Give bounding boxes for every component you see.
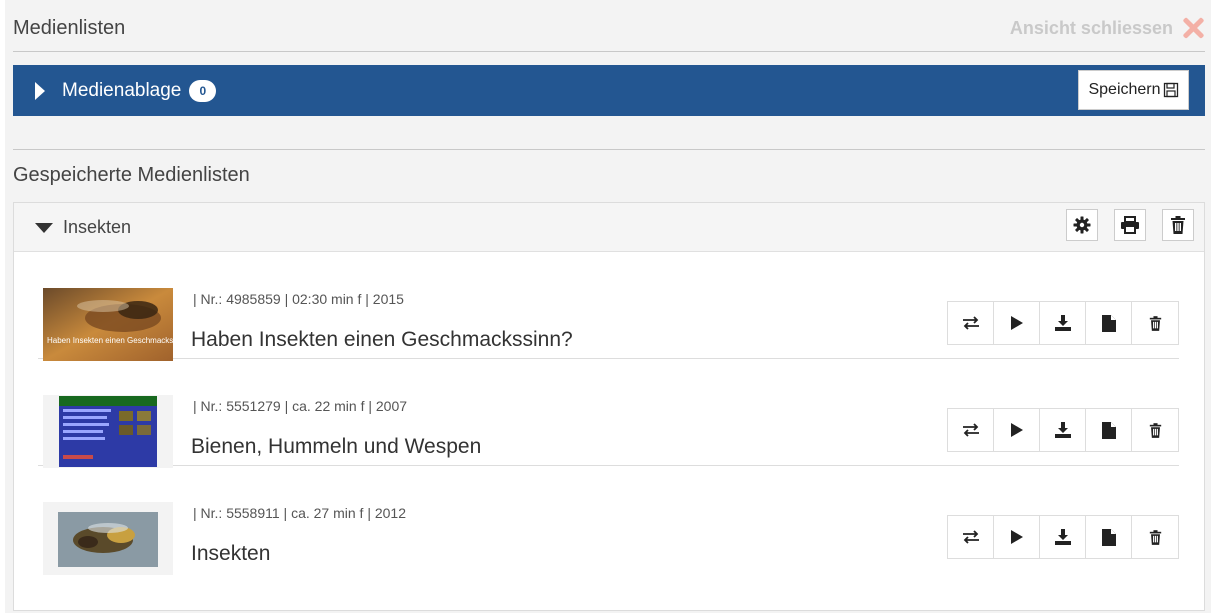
thumbnail-slide[interactable] bbox=[43, 395, 173, 468]
caret-right-icon bbox=[35, 82, 45, 100]
document-icon bbox=[1102, 315, 1116, 332]
download-icon bbox=[1054, 315, 1072, 331]
medienablage-toggle[interactable] bbox=[35, 80, 216, 102]
list-item bbox=[38, 466, 1179, 573]
print-icon bbox=[1120, 216, 1140, 234]
move-button[interactable] bbox=[948, 302, 994, 344]
swap-icon bbox=[962, 423, 980, 437]
remove-item-button[interactable] bbox=[1132, 409, 1178, 451]
document-icon bbox=[1102, 529, 1116, 546]
medienablage-label: Medienablage bbox=[62, 80, 182, 101]
trash-icon bbox=[1149, 316, 1162, 331]
remove-item-button[interactable] bbox=[1132, 302, 1178, 344]
close-view-link[interactable] bbox=[1010, 16, 1205, 40]
item-title[interactable]: Insekten bbox=[191, 542, 271, 565]
play-icon bbox=[1010, 422, 1024, 438]
item-meta: | Nr.: 4985859 | 02:30 min f | 2015 bbox=[193, 291, 404, 307]
document-button[interactable] bbox=[1086, 516, 1132, 558]
close-view-label: Ansicht schliessen bbox=[1009, 17, 1173, 38]
document-icon bbox=[1102, 422, 1116, 439]
item-meta: | Nr.: 5558911 | ca. 27 min f | 2012 bbox=[193, 505, 407, 521]
play-icon bbox=[1010, 315, 1024, 331]
panel-header bbox=[14, 203, 1204, 252]
count-badge: 0 bbox=[189, 80, 216, 102]
header bbox=[13, 10, 1205, 52]
trash-icon bbox=[1170, 216, 1186, 234]
item-actions bbox=[947, 515, 1179, 559]
floppy-disk-icon bbox=[1163, 82, 1179, 98]
remove-item-button[interactable] bbox=[1132, 516, 1178, 558]
trash-icon bbox=[1149, 530, 1162, 545]
section-title: Gespeicherte Medienlisten bbox=[13, 164, 250, 186]
thumbnail-fly[interactable] bbox=[43, 288, 195, 361]
page-title: Medienlisten bbox=[13, 17, 126, 39]
save-button[interactable] bbox=[1078, 70, 1189, 110]
thumbnail-caption: Haben Insekten einen Geschmackssinn ? bbox=[47, 336, 195, 345]
thumbnail-insect[interactable] bbox=[43, 502, 173, 575]
print-button[interactable] bbox=[1114, 209, 1146, 241]
save-button-label: Speichern bbox=[1088, 81, 1161, 98]
download-button[interactable] bbox=[1040, 302, 1086, 344]
list-actions bbox=[1066, 209, 1194, 241]
play-button[interactable] bbox=[994, 409, 1040, 451]
medienliste-panel bbox=[13, 202, 1205, 611]
download-icon bbox=[1054, 529, 1072, 545]
medienablage-bar bbox=[13, 65, 1205, 116]
divider bbox=[13, 149, 1205, 150]
list-item bbox=[38, 252, 1179, 359]
item-title[interactable]: Bienen, Hummeln und Wespen bbox=[191, 435, 482, 458]
move-button[interactable] bbox=[948, 516, 994, 558]
settings-button[interactable] bbox=[1066, 209, 1098, 241]
swap-icon bbox=[962, 530, 980, 544]
item-actions bbox=[947, 408, 1179, 452]
item-actions bbox=[947, 301, 1179, 345]
document-button[interactable] bbox=[1086, 409, 1132, 451]
move-button[interactable] bbox=[948, 409, 994, 451]
item-title[interactable]: Haben Insekten einen Geschmackssinn? bbox=[191, 328, 573, 351]
gear-icon bbox=[1073, 216, 1091, 234]
download-icon bbox=[1054, 422, 1072, 438]
delete-list-button[interactable] bbox=[1162, 209, 1194, 241]
document-button[interactable] bbox=[1086, 302, 1132, 344]
swap-icon bbox=[962, 316, 980, 330]
caret-down-icon bbox=[35, 223, 53, 233]
close-icon[interactable] bbox=[1181, 16, 1205, 40]
play-button[interactable] bbox=[994, 516, 1040, 558]
play-button[interactable] bbox=[994, 302, 1040, 344]
list-item bbox=[38, 359, 1179, 466]
item-meta: | Nr.: 5551279 | ca. 22 min f | 2007 bbox=[193, 398, 408, 414]
list-name: Insekten bbox=[63, 217, 132, 237]
play-icon bbox=[1010, 529, 1024, 545]
list-toggle[interactable] bbox=[35, 217, 131, 238]
trash-icon bbox=[1149, 423, 1162, 438]
download-button[interactable] bbox=[1040, 516, 1086, 558]
download-button[interactable] bbox=[1040, 409, 1086, 451]
